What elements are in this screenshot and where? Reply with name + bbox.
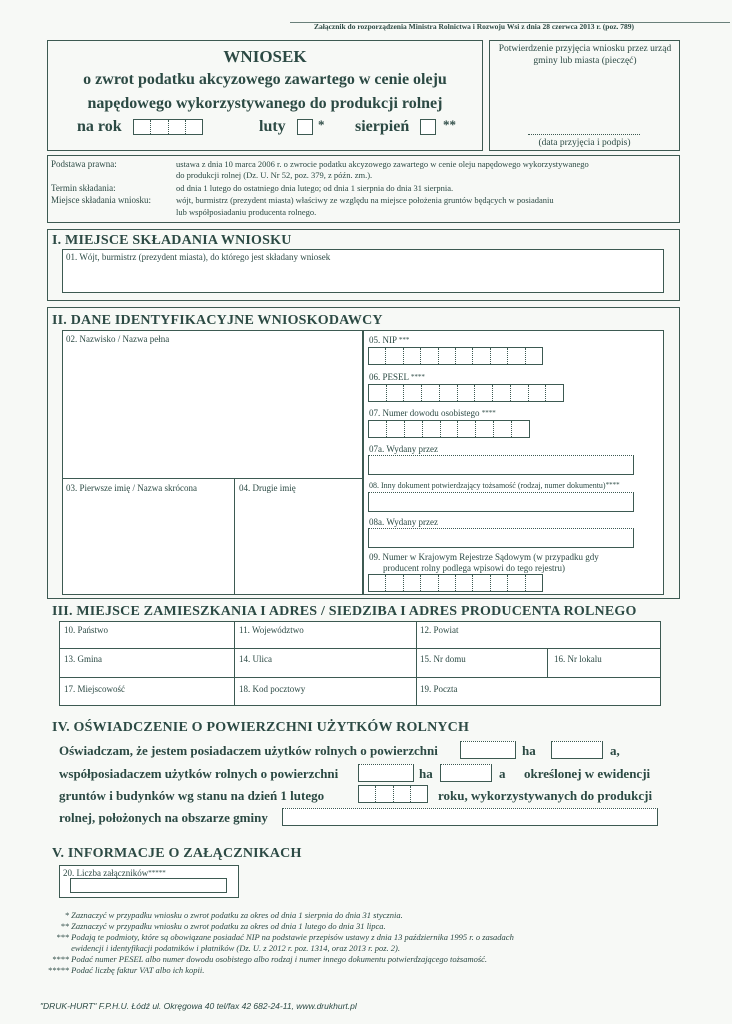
year-input[interactable]	[133, 119, 203, 135]
krs-input[interactable]	[368, 574, 543, 592]
luty-checkbox[interactable]	[297, 119, 313, 135]
field-07-label: 07. Numer dowodu osobistego ****	[369, 408, 496, 418]
title-line-1: o zwrot podatku akcyzowego zawartego w cenie oleju	[83, 71, 447, 88]
area-owned-ha-input[interactable]	[460, 741, 516, 759]
ha-unit-2: ha	[419, 766, 433, 781]
field-08a-label: 08a. Wydany przez	[369, 517, 439, 527]
field-20-label: 20. Liczba załączników*****	[63, 868, 166, 878]
legal-basis-label: Podstawa prawna:	[51, 159, 117, 169]
place-text-2: lub współposiadaniu producenta rolnego.	[176, 207, 317, 217]
luty-label: luty	[259, 118, 286, 135]
footnote-2: ** Zaznaczyć w przypadku wniosku o zwrot podatku za okres od dnia 1 lutego do dnia 31 lipca.	[60, 921, 386, 931]
term-label: Termin składania:	[51, 183, 116, 193]
date-sign-label: (data przyjęcia i podpis)	[538, 138, 631, 148]
pesel-input[interactable]	[368, 384, 564, 402]
footnote-3-cont: ewidencji i identyfikacji podatników i płatników (Dz. U. z 2012 r. poz. 1314, oraz 2013 r. poz. 2).	[71, 943, 401, 953]
section-3-title: III. MIEJSCE ZAMIESZKANIA I ADRES / SIEDZIBA I ADRES PRODUCENTA ROLNEGO	[52, 604, 637, 619]
footnote-4: **** Podać numer PESEL albo numer dowodu osobistego albo rodzaj i numer innego dokumentu potwierdzającego tożsamość.	[52, 954, 488, 964]
statement-line-4: rolnej, położonych na obszarze gminy	[59, 810, 268, 825]
sierpien-checkbox[interactable]	[420, 119, 436, 135]
field-10-label[interactable]: 10. Państwo	[64, 625, 109, 635]
field-15-label[interactable]: 15. Nr domu	[420, 654, 466, 664]
field-13-label[interactable]: 13. Gmina	[64, 654, 102, 664]
field-02-box[interactable]	[62, 330, 363, 595]
field-08-mark: ****	[605, 481, 620, 489]
field-01-label: 01. Wójt, burmistrz (prezydent miasta), do którego jest składany wniosek	[66, 252, 331, 262]
id-card-input[interactable]	[368, 420, 530, 438]
title-line-2: napędowego wykorzystywanego do produkcji rolnej	[87, 95, 443, 112]
statement-line-2: współposiadaczem użytków rolnych o powierzchni	[59, 766, 339, 781]
printer-info: "DRUK-HURT" F.P.H.U. Łódź ul. Okręgowa 40 tel/fax 42 682-24-11, www.drukhurt.pl	[40, 1001, 357, 1011]
field-17-label[interactable]: 17. Miejscowość	[64, 684, 125, 694]
nip-input[interactable]	[368, 347, 543, 365]
legal-basis-text-1: ustawa z dnia 10 marca 2006 r. o zwrocie podatku akcyzowego zawartego w cenie oleju napędowego wykorzystywanego	[176, 159, 589, 169]
field-09-label-1: 09. Numer w Krajowym Rejestrze Sądowym (w przypadku gdy	[369, 552, 599, 562]
commune-input[interactable]	[282, 808, 658, 826]
a-unit-1: a,	[610, 743, 620, 758]
statement-line-2b: określonej w ewidencji	[524, 766, 651, 781]
footnote-3: *** Podają te podmioty, które są obowiązane posiadać NIP na podstawie przepisów ustawy z dnia 13 października 1995 r. o zasadach	[56, 932, 514, 942]
field-18-label[interactable]: 18. Kod pocztowy	[239, 684, 306, 694]
field-12-label[interactable]: 12. Powiat	[420, 625, 459, 635]
footnotes	[45, 910, 685, 976]
section-4-title: IV. OŚWIADCZENIE O POWIERZCHNI UŻYTKÓW ROLNYCH	[52, 720, 470, 735]
ha-unit-1: ha	[522, 743, 536, 758]
field-06-label: 06. PESEL ****	[369, 372, 425, 382]
field-06-mark: ****	[410, 373, 425, 381]
other-document-issuer-input[interactable]	[368, 528, 634, 548]
footnote-1: * Zaznaczyć w przypadku wniosku o zwrot podatku za okres od dnia 1 sierpnia do dnia 31 stycznia.	[64, 910, 403, 920]
field-04-label: 04. Drugie imię	[239, 483, 296, 493]
field-05-label: 05. NIP ***	[369, 335, 410, 345]
statement-line-3: gruntów i budynków wg stanu na dzień 1 lutego	[59, 788, 325, 803]
other-document-input[interactable]	[368, 492, 634, 512]
form-title: WNIOSEK	[223, 47, 307, 66]
sierpien-label: sierpień	[355, 118, 410, 135]
confirmation-text: Potwierdzenie przyjęcia wniosku przez urząd gminy lub miasta (pieczęć)	[498, 44, 672, 66]
field-03-label: 03. Pierwsze imię / Nazwa skrócona	[66, 483, 197, 493]
year-label: na rok	[77, 118, 122, 135]
place-label: Miejsce składania wniosku:	[51, 195, 151, 205]
field-02-label: 02. Nazwisko / Nazwa pełna	[66, 334, 170, 344]
field-08-label: 08. Inny dokument potwierdzający tożsamość (rodzaj, numer dokumentu)****	[369, 481, 620, 490]
field-07a-label: 07a. Wydany przez	[369, 444, 439, 454]
attachments-count-input[interactable]	[70, 878, 227, 893]
annex-header: Załącznik do rozporządzenia Ministra Rolnictwa i Rozwoju Wsi z dnia 28 czerwca 2013 r. (poz. 789)	[314, 22, 635, 31]
area-coowned-ha-input[interactable]	[358, 764, 414, 782]
field-20-mark: *****	[148, 869, 166, 877]
area-owned-a-input[interactable]	[551, 741, 603, 759]
statement-line-1: Oświadczam, że jestem posiadaczem użytków rolnych o powierzchni	[59, 743, 438, 758]
sierpien-mark: **	[443, 117, 456, 132]
field-14-label[interactable]: 14. Ulica	[239, 654, 272, 664]
id-issuer-input[interactable]	[368, 455, 634, 475]
register-year-input[interactable]	[358, 785, 428, 803]
field-11-label[interactable]: 11. Województwo	[239, 625, 304, 635]
footnote-5: ***** Podać liczbę faktur VAT albo ich kopii.	[47, 965, 205, 975]
legal-basis-text-2: do produkcji rolnej (Dz. U. Nr 52, poz. 379, z późn. zm.).	[176, 170, 373, 180]
section-5-title: V. INFORMACJE O ZAŁĄCZNIKACH	[52, 846, 302, 861]
field-16-label[interactable]: 16. Nr lokalu	[554, 654, 602, 664]
field-05-mark: ***	[398, 336, 410, 344]
section-2-title: II. DANE IDENTYFIKACYJNE WNIOSKODAWCY	[52, 313, 383, 328]
field-07-mark: ****	[481, 409, 496, 417]
luty-mark: *	[318, 117, 325, 132]
area-coowned-a-input[interactable]	[440, 764, 492, 782]
place-text-1: wójt, burmistrz (prezydent miasta) właściwy ze względu na miejsce położenia gruntów będących w posiadaniu	[176, 195, 554, 205]
section-1-title: I. MIEJSCE SKŁADANIA WNIOSKU	[52, 233, 292, 248]
field-19-label[interactable]: 19. Poczta	[420, 684, 458, 694]
term-text: od dnia 1 lutego do ostatniego dnia lutego; od dnia 1 sierpnia do dnia 31 sierpnia.	[176, 183, 454, 193]
statement-line-3b: roku, wykorzystywanych do produkcji	[438, 788, 653, 803]
a-unit-2: a	[499, 766, 506, 781]
field-09-label-2: producent rolny podlega wpisowi do tego rejestru)	[383, 563, 565, 573]
